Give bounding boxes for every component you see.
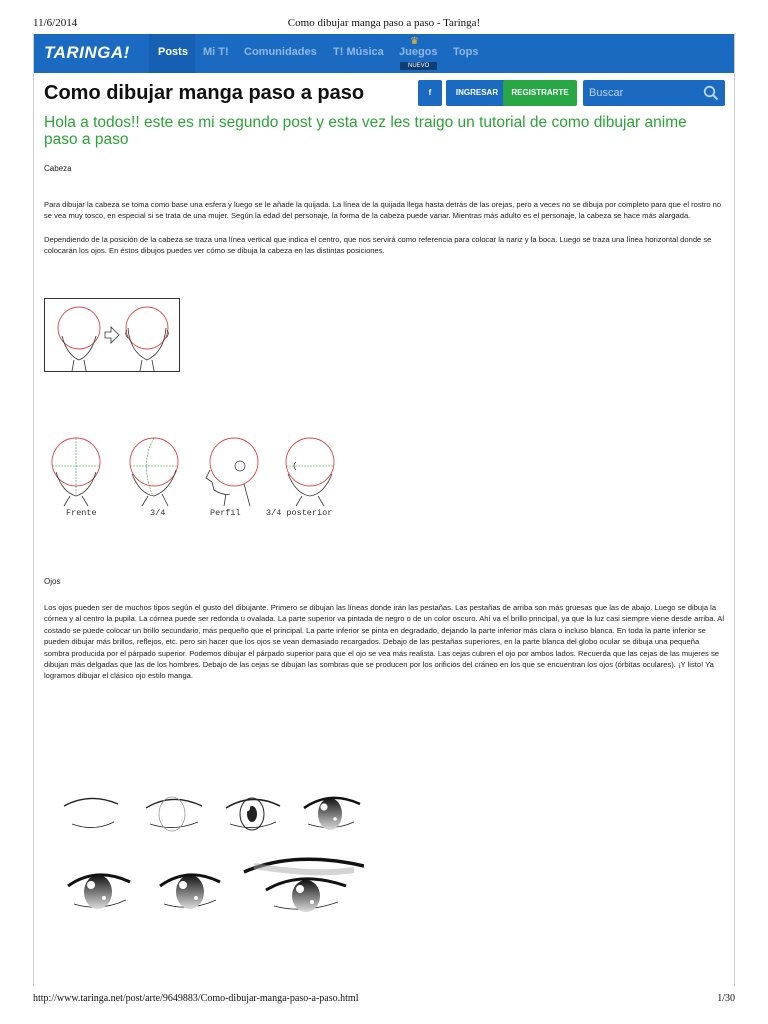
nav-item-mi-t[interactable]: Mi T! [203, 46, 229, 58]
print-header [0, 0, 768, 29]
new-badge: NUEVO [400, 62, 437, 70]
paragraph-head-2: Dependiendo de la posición de la cabeza se traza una línea vertical que indica el centro, que nos servirá como referencia para colocar la nariz y la boca. Luego se traza una línea horizontal donde se colocarán los ojos. En éstos dibujos puedes ver cómo se dibuja la cabeza en las distintas posiciones. [44, 235, 712, 256]
post-subtitle: Hola a todos!! este es mi segundo post y esta vez les traigo un tutorial de como dibujar anime paso a paso [44, 114, 687, 148]
search-input[interactable] [589, 80, 699, 106]
nav-item-posts[interactable]: Posts [158, 46, 188, 58]
page-container [33, 34, 735, 986]
label-frente: Frente [66, 508, 97, 518]
post-title: Como dibujar manga paso a paso [44, 82, 365, 104]
section-heading-cabeza: Cabeza [44, 164, 72, 173]
facebook-button[interactable]: f [418, 80, 442, 106]
nav-item-tops[interactable]: Tops [453, 46, 479, 58]
crown-icon: ♛ [410, 36, 419, 47]
nav-item-comunidades[interactable]: Comunidades [244, 46, 317, 58]
eye-steps-image [54, 786, 364, 916]
print-url: http://www.taringa.net/post/arte/9649883/Como-dibujar-manga-paso-a-paso.html [33, 993, 359, 1004]
paragraph-eyes: Los ojos pueden ser de muchos tipos según el gusto del dibujante. Primero se dibujan las líneas donde irán las pestañas. Las pestañas de arriba son más gruesas que las de abajo. Luego se dibuja la córnea y al centro la pupila. La córnea puede ser redonda u ovalada. La parte superior va pintada de negro o de un color oscuro. Ahí va el brillo principal, ya que la luz casi siempre viene desde arriba. Al costado se puede colocar un brillo secundario, más pequeño que el principal. La parte inferior se pinta en degradado, dejando la parte inferior más clara o incluso blanca. En toda la parte inferior se pueden dibujar más brillos, reflejos, etc. pero sin hacer que los ojos se vean demasiado recargados. Debajo de las pestañas superiores, en la parte blanca del globo ocular se dibuja una pequeña sombra producida por el párpado superior. Podemos dibujar el párpado superior para que el ojo se vea más realista. Las cejas cubren el ojo por ambos lados. Recuerda que las cejas de las mujeres se dibujan más delgadas que las de los hombres. Debajo de las cejas se dibujan las sombras que se producen por los orificios del cráneo en los que se encuentran los ojos (órbitas oculares). ¡Y listo! Ya logramos dibujar el clásico ojo estilo manga. [44, 603, 725, 681]
search-box [583, 80, 725, 106]
top-navbar [34, 34, 734, 73]
head-construction-image [44, 298, 180, 372]
label-perfil: Perfil [210, 508, 241, 518]
nav-item-musica[interactable]: T! Música [333, 46, 384, 58]
nav-item-juegos[interactable]: Juegos [399, 46, 438, 58]
print-date: 11/6/2014 [33, 17, 78, 29]
print-page-title: Como dibujar manga paso a paso - Taringa! [287, 17, 481, 29]
label-tres-cuartos-posterior: 3/4 posterior [266, 508, 333, 518]
print-page-number: 1/30 [717, 993, 735, 1004]
register-button[interactable]: REGISTRARTE [503, 80, 577, 106]
label-tres-cuartos: 3/4 [150, 508, 166, 518]
paragraph-head-1: Para dibujar la cabeza se toma como base una esfera y luego se le añade la quijada. La línea de la quijada llega hasta detrás de las orejas, pero a veces no se dibuja por completo para que el rostro no se vea muy tosco, en especial si se trata de una mujer. Según la edad del personaje, la forma de la cabeza puede variar. Mientras más adulto es el personaje, la cabeza se hace más alargada. [44, 200, 722, 221]
head-positions-labels [44, 508, 344, 520]
search-icon[interactable] [703, 85, 719, 106]
login-button[interactable]: INGRESAR [446, 80, 508, 106]
section-heading-ojos: Ojos [44, 577, 61, 586]
taringa-logo[interactable]: TARINGA! [44, 43, 130, 62]
